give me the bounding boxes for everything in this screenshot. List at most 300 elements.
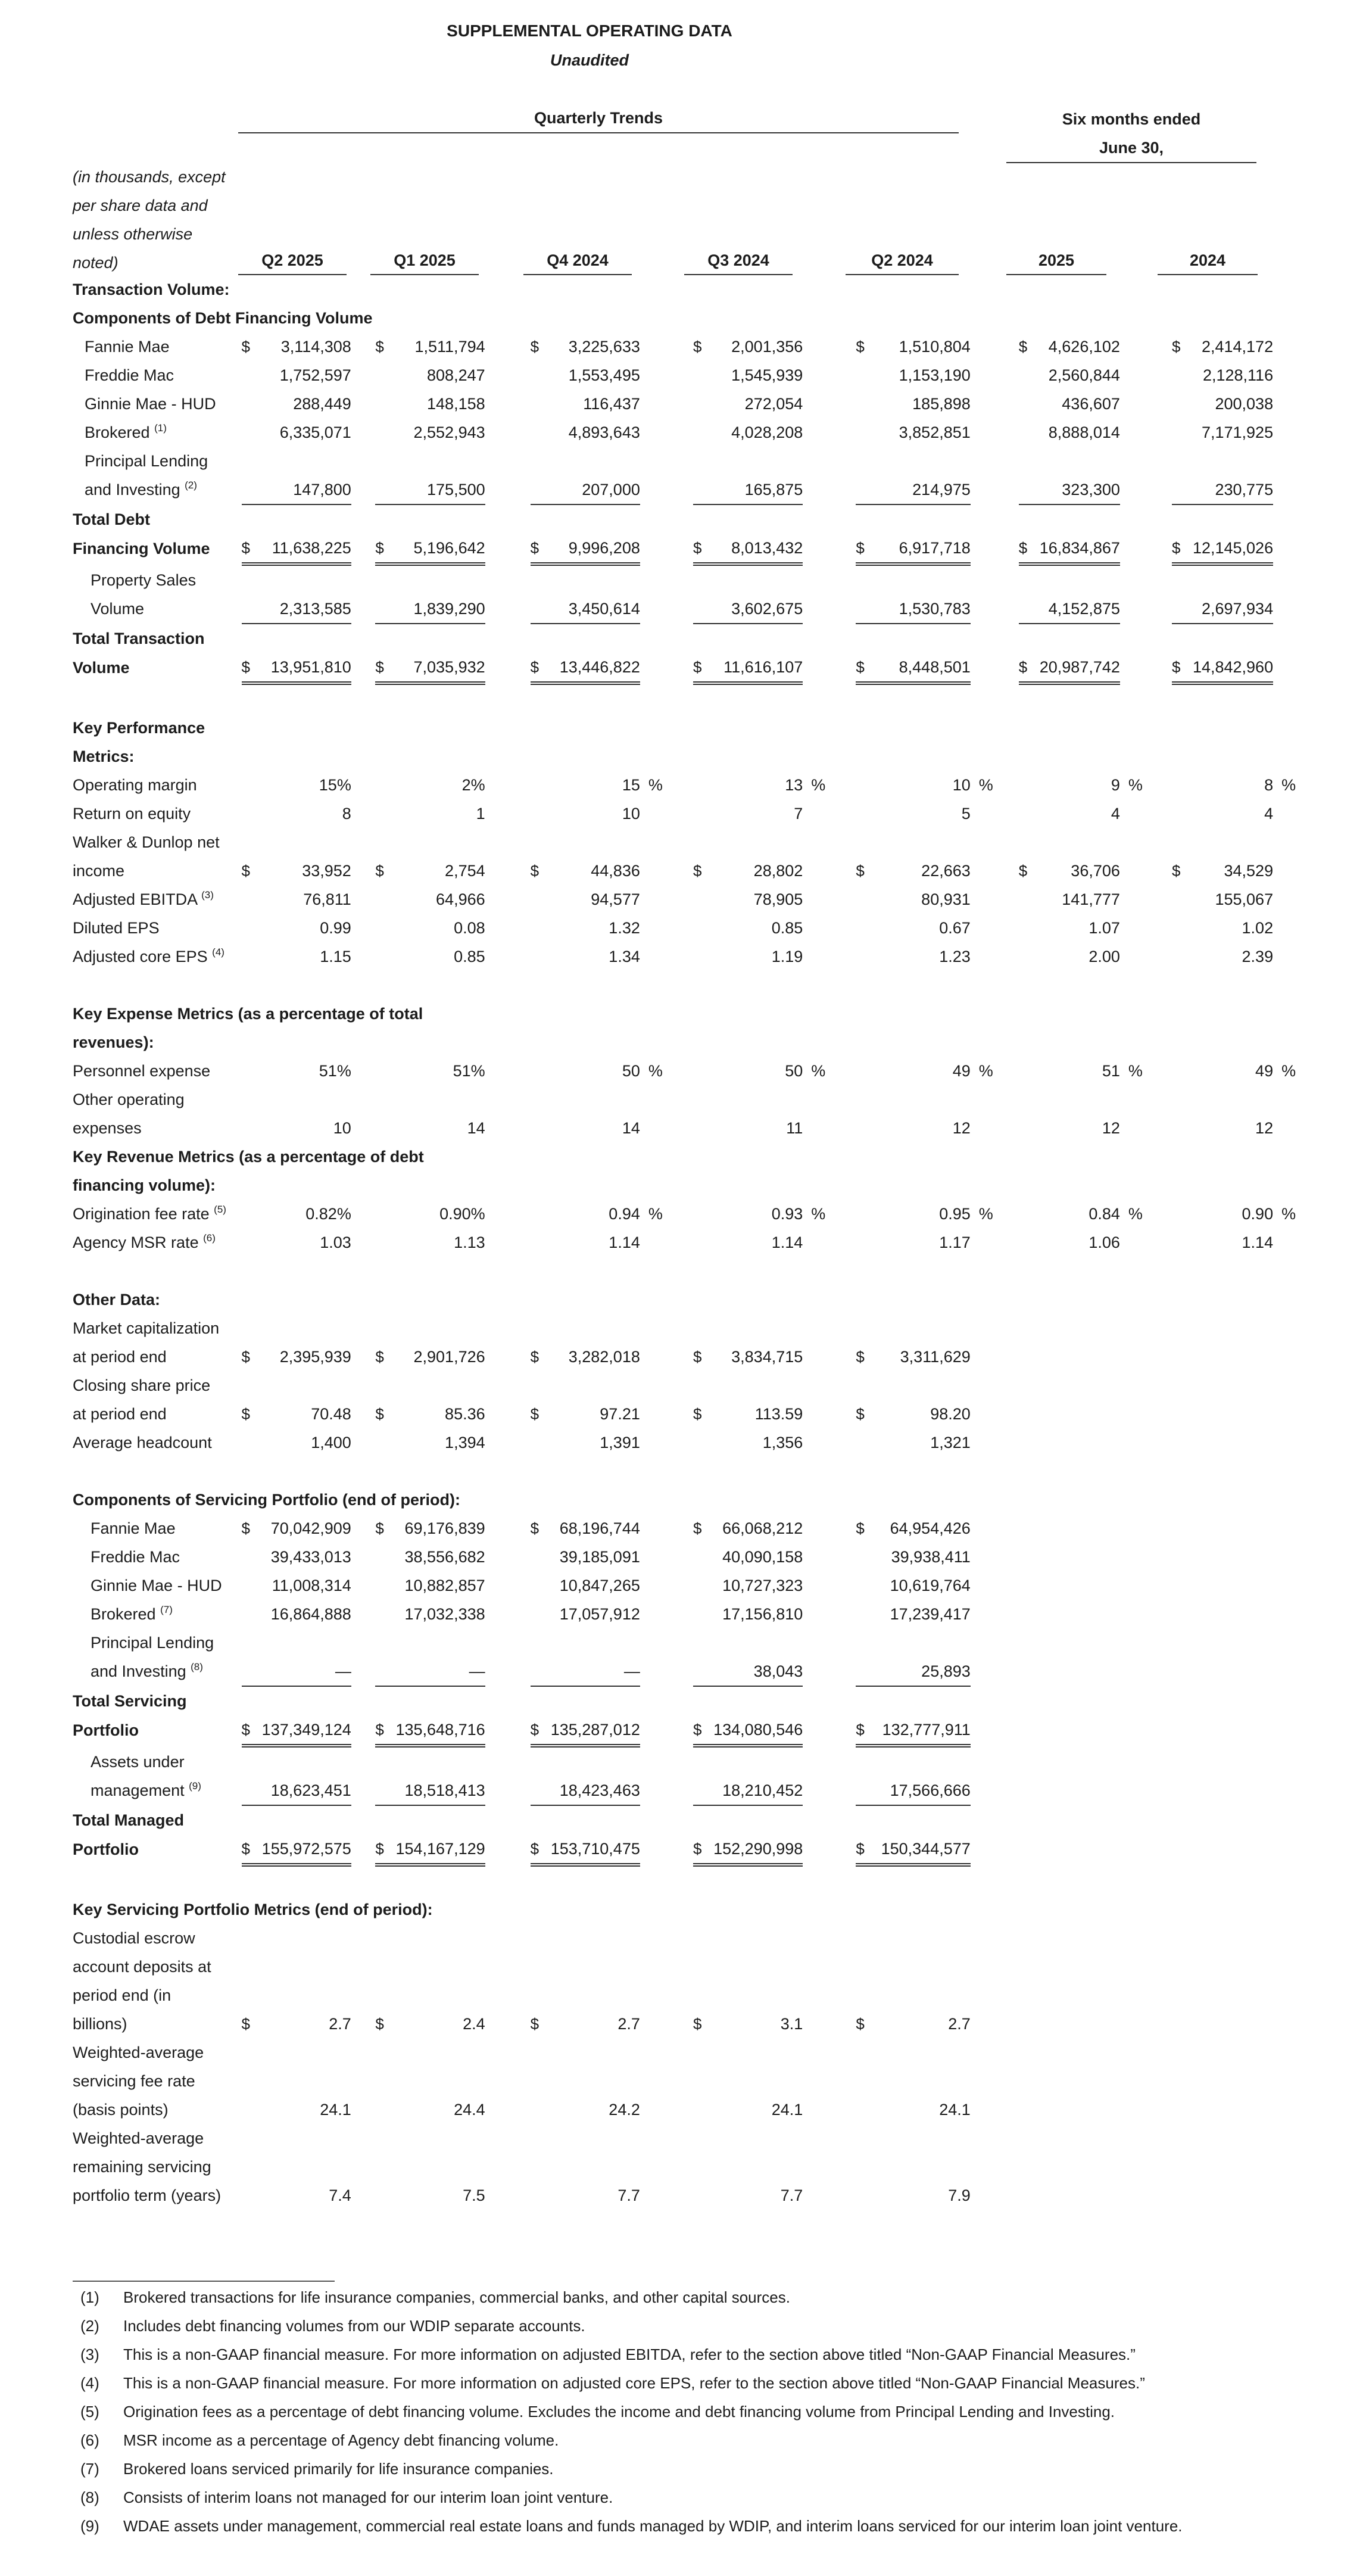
cell-value: 0.90% [439,1204,485,1223]
cell-value: 1.06 [1089,1233,1120,1251]
cell-value: 51 [1102,1061,1120,1080]
table-row [73,1715,1299,1746]
row-label: management $^{(9)}$ [91,1780,201,1799]
cell-value: 1,553,495 [568,366,640,384]
currency-symbol: $ [375,1404,384,1423]
row-label: Return on equity [73,804,191,823]
cell-value: 1,400 [311,1433,351,1451]
table-row [73,885,1299,914]
cell-value: 3,282,018 [568,1347,640,1366]
spacer [73,683,1299,714]
table-row [73,564,1299,594]
cell-value: 2,414,172 [1201,337,1274,356]
spacer [73,1457,1299,1485]
six-months-rule [1006,162,1256,163]
currency-symbol: $ [1172,534,1187,564]
table-row [73,2153,1299,2181]
cell-value: 185,898 [912,394,971,413]
cell-value: 0.90 [1242,1204,1274,1223]
six-months-header: Six months ended [1062,110,1201,128]
table-row [73,2095,1299,2124]
table-row [73,2124,1299,2153]
cell-value: 10 [333,1119,351,1137]
table-row [73,1342,1299,1371]
row-label: billions) [73,2014,127,2033]
cell-value: 12 [1102,1119,1120,1137]
currency-symbol: $ [530,861,539,880]
row-label: Fannie Mae [85,337,170,356]
cell-value: 2,754 [445,861,485,880]
cell-value: 1.14 [1242,1233,1274,1251]
cell-value: 39,433,013 [270,1547,351,1566]
cell-value: 14 [467,1119,485,1137]
cell-value: 132,777,911 [872,1715,971,1746]
section-title-transaction-volume [73,275,1299,304]
cell-value: 0.94 [609,1204,640,1223]
percent-sign: % [648,1204,663,1223]
row-label: Brokered $^{(1)}$ [85,422,167,441]
cell-value: 134,080,546 [709,1715,803,1746]
cell-value: 155,972,575 [257,1834,351,1865]
cell-value: 9 [1111,775,1120,794]
row-label: Fannie Mae [91,1519,176,1537]
cell-value: 24.1 [320,2100,351,2119]
cell-value: — [546,1657,640,1686]
col-header-q2-2025: Q2 2025 [261,251,323,269]
cell-value: 2.7 [948,2014,971,2033]
table-row [73,390,1299,418]
currency-symbol: $ [241,337,250,356]
currency-symbol: $ [531,653,546,683]
cell-value: 11,008,314 [272,1576,351,1594]
currency-symbol: $ [241,1519,250,1537]
section-title: Transaction Volume: [73,280,230,298]
cell-value: 3,602,675 [709,594,803,624]
table-row [73,1114,1299,1142]
cell-value: 24.4 [454,2100,485,2119]
cell-value: 3,114,308 [280,337,351,356]
table-row [73,1746,1299,1776]
cell-value: 808,247 [427,366,485,384]
cell-value: 7.7 [617,2186,640,2204]
cell-value: 2,901,726 [413,1347,485,1366]
table-row [73,942,1299,971]
table-row [73,1834,1299,1865]
cell-value: 1,321 [930,1433,971,1451]
cell-value: 148,158 [427,394,485,413]
cell-value: 7.5 [463,2186,485,2204]
cell-value: 1,530,783 [872,594,971,624]
currency-symbol: $ [530,337,539,356]
table-row [73,2181,1299,2210]
table-row [73,799,1299,828]
cell-value: 8 [342,804,351,823]
currency-symbol: $ [693,1834,709,1865]
percent-sign: % [1281,775,1296,794]
cell-value: 150,344,577 [872,1834,971,1865]
footnote: (4) This is a non-GAAP financial measure. For more information on adjusted core EPS, refer to the section above titled “Non-GAAP Financial Measures.” [80,2374,1145,2392]
section-title [73,1485,1299,1514]
row-label: and Investing $^{(2)}$ [85,479,197,499]
cell-value: 0.95 [939,1204,971,1223]
cell-value: 8,448,501 [872,653,971,683]
cell-value: 5 [961,804,971,823]
currency-symbol: $ [1019,653,1034,683]
cell-value: 4,626,102 [1048,337,1120,356]
cell-value: 10 [622,804,640,823]
row-label: Custodial escrow [73,1929,195,1947]
row-label: at period end [73,1404,167,1423]
col-header-q3-2024: Q3 2024 [707,251,769,269]
footnote: (7) Brokered loans serviced primarily for life insurance companies. [80,2460,554,2478]
spacer [73,1865,1299,1895]
percent-sign: % [648,1061,663,1080]
table-row [73,914,1299,942]
cell-value: 2,128,116 [1202,366,1274,384]
section-title [73,1142,1299,1171]
currency-symbol: $ [242,534,257,564]
row-label: Operating margin [73,775,197,794]
cell-value: 70.48 [311,1404,351,1423]
cell-value: 38,556,682 [404,1547,485,1566]
cell-value: 2.7 [617,2014,640,2033]
row-label: Weighted-average [73,2043,204,2061]
footnote: (9) WDAE assets under management, commercial real estate loans and funds managed by WDIP, and interim loans serviced for our interim loan joint venture. [80,2517,1183,2535]
cell-value: 153,710,475 [546,1834,640,1865]
section-title: financing volume): [73,1176,216,1194]
cell-value: 2,313,585 [257,594,351,624]
cell-value: 10,727,323 [722,1576,803,1594]
cell-value: 8 [1264,775,1274,794]
cell-value: 49 [1255,1061,1274,1080]
row-label: (basis points) [73,2100,169,2119]
col-header-q1-2025: Q1 2025 [394,251,456,269]
table-row [73,475,1299,504]
currency-symbol: $ [242,1715,257,1746]
table-row [73,332,1299,361]
row-label: Total Managed [73,1811,185,1829]
cell-value: 7.7 [780,2186,803,2204]
currency-symbol: $ [693,534,709,564]
cell-value: 7.4 [329,2186,351,2204]
currency-symbol: $ [856,653,871,683]
financial-table [73,275,1299,2210]
section-title: Other Data: [73,1290,161,1309]
row-label: Total Transaction [73,629,205,647]
cell-value: 28,802 [753,861,803,880]
section-title [73,1285,1299,1314]
percent-sign: % [1281,1061,1296,1080]
cell-value: 17,156,810 [722,1605,803,1623]
table-row [73,1371,1299,1400]
cell-value: 116,437 [583,394,640,413]
cell-value: 66,068,212 [722,1519,803,1537]
cell-value: 25,893 [872,1657,971,1686]
cell-value: 1.13 [454,1233,485,1251]
cell-value: 2.4 [463,2014,485,2033]
cell-value: 0.85 [454,947,485,965]
table-row [73,361,1299,390]
table-row [73,1514,1299,1543]
row-label: Ginnie Mae - HUD [85,394,216,413]
cell-value: 135,287,012 [546,1715,640,1746]
cell-value: 0.82% [305,1204,351,1223]
section-title [73,742,1299,771]
cell-value: 2,001,356 [731,337,803,356]
cell-value: 12,145,026 [1187,534,1273,564]
row-label: account deposits at [73,1957,211,1976]
row-label: Average headcount [73,1433,212,1451]
cell-value: 39,185,091 [559,1547,640,1566]
cell-value: 1.32 [609,918,640,937]
cell-value: 34,529 [1224,861,1274,880]
cell-value: 3,225,633 [568,337,640,356]
currency-symbol: $ [241,2014,250,2033]
currency-symbol: $ [693,653,709,683]
col-header-2024: 2024 [1189,251,1226,269]
table-row [73,1200,1299,1228]
cell-value: — [257,1657,351,1686]
quarterly-trends-rule [238,132,959,133]
cell-value: 9,996,208 [546,534,640,564]
currency-symbol: $ [375,337,384,356]
cell-value: 1,356 [762,1433,803,1451]
currency-symbol: $ [856,1519,865,1537]
table-row [73,1600,1299,1628]
cell-value: 1,510,804 [899,337,971,356]
cell-value: 214,975 [872,475,971,504]
cell-value: 0.99 [320,918,351,937]
currency-symbol: $ [531,534,546,564]
table-row [73,1981,1299,2010]
cell-value: 14 [622,1119,640,1137]
cell-value: 2.39 [1242,947,1274,965]
page-subtitle: Unaudited [550,51,629,69]
cell-value: 3,852,851 [899,423,971,441]
table-row [73,1686,1299,1715]
cell-value: 147,800 [257,475,351,504]
table-row [73,1057,1299,1085]
cell-value: 18,518,413 [391,1776,485,1805]
cell-value: 38,043 [709,1657,803,1686]
cell-value: 18,210,452 [709,1776,803,1805]
currency-symbol: $ [856,1715,871,1746]
cell-value: 7 [794,804,803,823]
cell-value: 20,987,742 [1034,653,1120,683]
col-header-2025: 2025 [1038,251,1075,269]
currency-symbol: $ [1171,337,1181,356]
currency-symbol: $ [530,2014,539,2033]
cell-value: 17,057,912 [559,1605,640,1623]
currency-symbol: $ [375,653,391,683]
cell-value: 1.19 [771,947,803,965]
cell-value: 4 [1111,804,1120,823]
row-label: at period end [73,1347,167,1366]
row-label: servicing fee rate [73,2072,195,2090]
cell-value: 64,954,426 [890,1519,971,1537]
cell-value: 165,875 [709,475,803,504]
cell-value: 68,196,744 [559,1519,640,1537]
table-row [73,653,1299,683]
cell-value: 0.67 [939,918,971,937]
percent-sign: % [811,1204,826,1223]
footnote: (2) Includes debt financing volumes from our WDIP separate accounts. [80,2317,585,2335]
spacer [73,1257,1299,1285]
cell-value: 11,616,107 [709,653,803,683]
currency-symbol: $ [856,861,865,880]
cell-value: 18,423,463 [546,1776,640,1805]
row-label: Personnel expense [73,1061,211,1080]
cell-value: 3.1 [780,2014,803,2033]
row-label: Ginnie Mae - HUD [91,1576,222,1594]
currency-symbol: $ [856,1834,871,1865]
row-label: Freddie Mac [85,366,174,384]
cell-value: 1 [476,804,485,823]
currency-symbol: $ [375,534,391,564]
table-row [73,1314,1299,1342]
cell-value: 230,775 [1187,475,1273,504]
footnote: (1) Brokered transactions for life insurance companies, commercial banks, and other capital sources. [80,2288,790,2306]
cell-value: 78,905 [753,890,803,908]
table-row [73,504,1299,534]
section-title: Metrics: [73,747,135,765]
table-row [73,856,1299,885]
cell-value: 1,545,939 [731,366,803,384]
cell-value: 6,335,071 [279,423,351,441]
cell-value: 50 [622,1061,640,1080]
cell-value: 1,391 [600,1433,640,1451]
cell-value: 13 [785,775,803,794]
cell-value: 33,952 [302,861,351,880]
cell-value: 113.59 [754,1404,803,1423]
currency-symbol: $ [1019,534,1034,564]
currency-symbol: $ [1171,861,1181,880]
cell-value: 1,511,794 [414,337,485,356]
cell-value: 22,663 [921,861,971,880]
row-label: income [73,861,125,880]
cell-value: 436,607 [1062,394,1120,413]
row-label: Volume [73,659,130,677]
table-row [73,1628,1299,1657]
cell-value: 3,834,715 [731,1347,803,1366]
units-note: (in thousands, except per share data and unless otherwise noted) [73,168,226,272]
cell-value: 11 [786,1119,803,1137]
row-label: Weighted-average [73,2129,204,2147]
row-label: Closing share price [73,1376,211,1394]
currency-symbol: $ [1018,337,1028,356]
table-row [73,1085,1299,1114]
percent-sign: % [978,1061,993,1080]
cell-value: 0.84 [1089,1204,1120,1223]
six-months-header-date: June 30, [1099,139,1164,157]
currency-symbol: $ [531,1834,546,1865]
table-row [73,1228,1299,1257]
cell-value: 51% [453,1061,485,1080]
currency-symbol: $ [241,1347,250,1366]
section-title [73,714,1299,742]
cell-value: 1,394 [445,1433,485,1451]
section-title: revenues): [73,1033,154,1051]
currency-symbol: $ [531,1715,546,1746]
row-label: Property Sales [91,571,197,589]
cell-value: 2,552,943 [413,423,485,441]
footnote: (8) Consists of interim loans not managed for our interim loan joint venture. [80,2488,613,2506]
cell-value: 1.34 [609,947,640,965]
currency-symbol: $ [856,337,865,356]
percent-sign: % [978,1204,993,1223]
row-label: Principal Lending [85,451,208,470]
percent-sign: % [648,775,663,794]
section-title [73,1028,1299,1057]
percent-sign: % [811,1061,826,1080]
cell-value: 10 [952,775,971,794]
section-title: Components of Servicing Portfolio (end of period): [73,1490,460,1509]
currency-symbol: $ [1172,653,1187,683]
row-label: Portfolio [73,1840,139,1858]
row-label: and Investing $^{(8)}$ [91,1661,203,1680]
row-label: Adjusted EBITDA $^{(3)}$ [73,889,214,908]
table-row [73,1924,1299,1952]
cell-value: 16,834,867 [1034,534,1120,564]
cell-value: 4,028,208 [731,423,803,441]
cell-value: 70,042,909 [270,1519,351,1537]
section-title: Key Performance [73,718,205,737]
cell-value: 12 [1255,1119,1274,1137]
cell-value: 2.7 [329,2014,351,2033]
cell-value: 152,290,998 [709,1834,803,1865]
table-row [73,447,1299,475]
table-row [73,2067,1299,2095]
currency-symbol: $ [693,337,702,356]
cell-value: 80,931 [921,890,971,908]
col-header-q4-2024: Q4 2024 [547,251,609,269]
cell-value: 135,648,716 [391,1715,485,1746]
cell-value: 50 [785,1061,803,1080]
cell-value: 2.00 [1089,947,1120,965]
cell-value: 15% [319,775,351,794]
percent-sign: % [1128,775,1143,794]
table-row [73,1428,1299,1457]
cell-value: 13,951,810 [257,653,351,683]
cell-value: 11,638,225 [257,534,351,564]
row-label: Portfolio [73,1721,139,1739]
section-title: Key Expense Metrics (as a percentage of total [73,1004,423,1023]
section-title [73,1895,1299,1924]
row-label: Total Servicing [73,1692,187,1710]
cell-value: 1.14 [609,1233,640,1251]
cell-value: 175,500 [391,475,485,504]
section-title: Components of Debt Financing Volume [73,309,373,327]
cell-value: 64,966 [436,890,485,908]
currency-symbol: $ [693,1519,702,1537]
cell-value: 16,864,888 [270,1605,351,1623]
cell-value: 44,836 [591,861,640,880]
cell-value: 288,449 [293,394,351,413]
row-label: Financing Volume [73,540,210,557]
row-label: expenses [73,1119,142,1137]
cell-value: 14,842,960 [1187,653,1273,683]
cell-value: 2,697,934 [1187,594,1273,624]
cell-value: 1,153,190 [899,366,971,384]
cell-value: 6,917,718 [872,534,971,564]
cell-value: 1.03 [320,1233,351,1251]
cell-value: 0.08 [454,918,485,937]
table-row [73,2010,1299,2038]
row-label: Adjusted core EPS $^{(4)}$ [73,946,224,965]
percent-sign: % [1128,1204,1143,1223]
currency-symbol: $ [1018,861,1028,880]
table-row [73,594,1299,624]
